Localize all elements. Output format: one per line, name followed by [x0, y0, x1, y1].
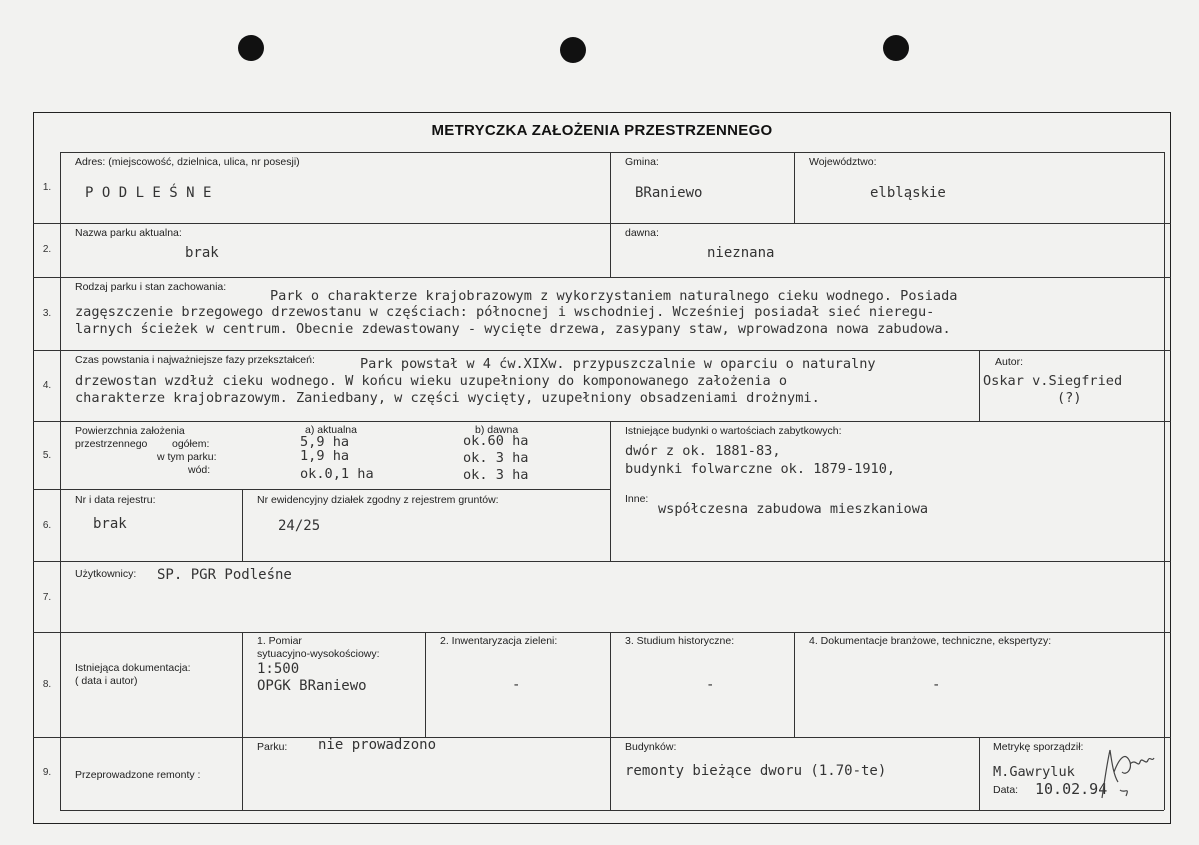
area-former-water: ok. 3 ha: [463, 467, 529, 483]
row-divider: [33, 223, 1171, 224]
register-label: Nr i data rejestru:: [75, 494, 156, 506]
row-number: 7.: [42, 592, 52, 603]
date-value: 10.02.94: [1035, 780, 1108, 798]
area-total-label: ogółem:: [172, 438, 210, 450]
building-renovation-label: Budynków:: [625, 741, 677, 753]
area-former-total: ok.60 ha: [463, 433, 529, 449]
address-value: P O D L E Ś N E: [85, 185, 212, 201]
park-name-value: brak: [185, 245, 219, 261]
historical-study-label: 3. Studium historyczne:: [625, 635, 735, 647]
users-value: SP. PGR Podleśne: [157, 567, 292, 583]
col-divider: [794, 152, 795, 223]
form-title: METRYCZKA ZAŁOŻENIA PRZESTRZENNEGO: [431, 122, 773, 139]
punch-hole-center: [560, 37, 586, 63]
other-buildings-label: Inne:: [625, 493, 649, 505]
survey-label: sytuacyjno-wysokościowy:: [257, 648, 380, 660]
documentation-label: ( data i autor): [75, 675, 138, 687]
building-renovation-value: remonty bieżące dworu (1.70-te): [625, 763, 887, 779]
area-current-total: 5,9 ha: [300, 434, 350, 450]
gmina-label: Gmina:: [625, 156, 659, 168]
row-divider: [60, 810, 1164, 811]
survey-label: 1. Pomiar: [257, 635, 302, 647]
row-number: 8.: [42, 679, 52, 690]
history-label: Czas powstania i najważniejsze fazy przekształceń:: [75, 354, 315, 366]
row-divider: [33, 561, 1171, 562]
right-inner-border: [1164, 152, 1165, 810]
address-label: Adres: (miejscowość, dzielnica, ulica, nr posesji): [75, 156, 300, 168]
history-line: Park powstał w 4 ćw.XIXw. przypuszczalnie w oparciu o naturalny: [360, 356, 876, 372]
buildings-label: Istniejące budynki o wartościach zabytkowych:: [625, 425, 842, 437]
gmina-value: BRaniewo: [635, 185, 703, 201]
row-divider: [33, 350, 1171, 351]
park-type-line: larnych ścieżek w centrum. Obecnie zdewastowany - wycięte drzewa, zasypany staw, wprowadzona nowa zabudowa.: [75, 321, 951, 337]
greenery-inventory-label: 2. Inwentaryzacja zieleni:: [440, 635, 558, 647]
row-number: 2.: [42, 244, 52, 255]
historical-study-value: -: [706, 677, 715, 693]
park-type-line: Park o charakterze krajobrazowym z wykorzystaniem naturalnego cieku wodnego. Posiada: [270, 288, 958, 304]
area-park-label: w tym parku:: [157, 451, 217, 463]
park-renovation-label: Parku:: [257, 741, 288, 753]
row-divider: [33, 421, 1171, 422]
prepared-by-value: M.Gawryluk: [993, 764, 1075, 780]
renovations-label: Przeprowadzone remonty :: [75, 769, 201, 781]
building-entry: budynki folwarczne ok. 1879-1910,: [625, 461, 896, 477]
author-value: Oskar v.Siegfried: [983, 373, 1123, 389]
col-divider: [610, 632, 611, 810]
row-number: 1.: [42, 182, 52, 193]
voivodeship-value: elbląskie: [870, 185, 946, 201]
author-note: (?): [1057, 390, 1082, 406]
users-label: Użytkownicy:: [75, 568, 137, 580]
building-entry: dwór z ok. 1881-83,: [625, 443, 781, 459]
row-number: 6.: [42, 520, 52, 531]
col-divider: [610, 152, 611, 277]
col-divider: [794, 632, 795, 737]
voivodeship-label: Województwo:: [809, 156, 877, 168]
technical-docs-label: 4. Dokumentacje branżowe, techniczne, ekspertyzy:: [809, 635, 1052, 647]
date-label: Data:: [993, 784, 1019, 796]
plot-number-value: 24/25: [278, 518, 321, 534]
old-name-label: dawna:: [625, 227, 659, 239]
handwritten-signature: [1096, 746, 1156, 802]
col-divider: [242, 489, 243, 561]
area-former-park: ok. 3 ha: [463, 450, 529, 466]
row-number: 4.: [42, 380, 52, 391]
park-name-label: Nazwa parku aktualna:: [75, 227, 182, 239]
prepared-by-label: Metrykę sporządził:: [993, 741, 1084, 753]
survey-scale: 1:500: [257, 661, 300, 677]
register-value: brak: [93, 516, 127, 532]
row-divider: [60, 152, 1164, 153]
park-type-line: zagęszczenie brzegowego drzewostanu w częściach: północnej i wschodniej. Wcześniej posiadał sieć nieregu-: [75, 304, 935, 320]
col-divider: [979, 350, 980, 421]
plot-number-label: Nr ewidencyjny działek zgodny z rejestrem gruntów:: [257, 494, 499, 506]
col-divider: [242, 632, 243, 810]
other-buildings-value: współczesna zabudowa mieszkaniowa: [658, 501, 929, 517]
row-number: 3.: [42, 308, 52, 319]
documentation-label: Istniejąca dokumentacja:: [75, 662, 191, 674]
survey-author: OPGK BRaniewo: [257, 678, 367, 694]
row-divider: [33, 737, 1171, 738]
punch-hole-left: [238, 35, 264, 61]
area-label: przestrzennego: [75, 438, 148, 450]
row-divider: [33, 277, 1171, 278]
area-current-park: 1,9 ha: [300, 448, 350, 464]
area-water-label: wód:: [188, 464, 211, 476]
author-label: Autor:: [995, 356, 1024, 368]
park-type-label: Rodzaj parku i stan zachowania:: [75, 281, 227, 293]
col-divider: [610, 421, 611, 561]
park-renovation-value: nie prowadzono: [318, 737, 437, 753]
row-divider: [33, 632, 1171, 633]
area-label: Powierzchnia założenia: [75, 425, 185, 437]
row-number: 5.: [42, 450, 52, 461]
history-line: drzewostan wzdłuż cieku wodnego. W końcu wieku uzupełniony do komponowanego założenia o: [75, 373, 788, 389]
col-divider: [979, 737, 980, 810]
area-former-header: b) dawna: [475, 424, 519, 436]
row-divider: [33, 489, 610, 490]
area-current-water: ok.0,1 ha: [300, 466, 374, 482]
punch-hole-right: [883, 35, 909, 61]
history-line: charakterze krajobrazowym. Zaniedbany, w części wycięty, uzupełniony obsadzeniami drożnymi.: [75, 390, 820, 406]
area-current-header: a) aktualna: [305, 424, 357, 436]
technical-docs-value: -: [932, 677, 941, 693]
old-name-value: nieznana: [707, 245, 775, 261]
greenery-inventory-value: -: [512, 677, 521, 693]
row-number: 9.: [42, 767, 52, 778]
col-divider: [425, 632, 426, 737]
